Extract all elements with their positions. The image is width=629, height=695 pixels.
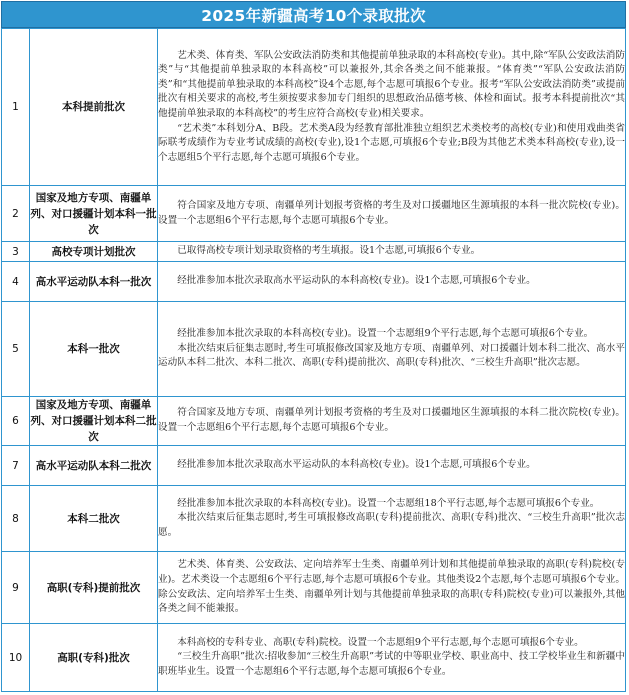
- table-row: [2, 552, 626, 624]
- batch-name: 高职(专科)批次: [30, 624, 158, 692]
- batch-number: 8: [2, 486, 30, 552]
- batches-table: [1, 28, 626, 692]
- description-paragraph: “艺术类”本科划分A、B段。艺术类A段为经教育部批准独立组织艺术类校考的高校(专业)和使用戏曲类省际联考成绩作为专业考试成绩的高校(专业),设1个志愿,可填报6个专业;B段为其他艺术类本科高校(专业),设一个志愿组5个平行志愿,每个志愿可填报6个专业。: [158, 122, 625, 163]
- description-paragraph: 符合国家及地方专项、南疆单列计划报考资格的考生及对口援疆地区生源填报的本科一批次院校(专业)。设置一个志愿组6个平行志愿,每个志愿可填报6个专业。: [158, 199, 625, 226]
- description-paragraph: 艺术类、体育类、军队公安政法消防类和其他提前单独录取的本科高校(专业)。其中,除“军队公安政法消防类”与“其他提前单独录取的本科高校”可以兼报外,其余各类之间不能兼报。“体育类”“军队公安政法消防类”和“其他提前单独录取的本科高校”设4个志愿,每个志愿可填报6个专业。报考“军队公安政法消防类”或提前批次有相关要求的高校,考生须按要求参加专门组织的思想政治品德考核、体检和面试。报考本科提前批次“其他提前单独录取的本科高校”的考生应符合高校(专业)相关要求。: [158, 49, 625, 119]
- batch-description: [158, 624, 626, 692]
- table-row: [2, 242, 626, 262]
- batch-description: [158, 302, 626, 397]
- batch-number: 1: [2, 29, 30, 186]
- batch-name: 本科提前批次: [30, 29, 158, 186]
- batch-name: 高校专项计划批次: [30, 242, 158, 262]
- batch-name: 国家及地方专项、南疆单列、对口援疆计划本科二批次: [30, 397, 158, 446]
- batch-number: 4: [2, 262, 30, 302]
- batch-description: [158, 242, 626, 262]
- description-paragraph: 本批次结束后征集志愿时,考生可填报修改高职(专科)提前批次、高职(专科)批次、“三校生升高职”批次志愿。: [158, 512, 625, 538]
- description-paragraph: 本科高校的专科专业、高职(专科)院校。设置一个志愿组9个平行志愿,每个志愿可填报6个专业。: [177, 636, 584, 648]
- table-row: [2, 397, 626, 446]
- batch-name: 高水平运动队本科一批次: [30, 262, 158, 302]
- batches-table-body: [2, 29, 626, 692]
- description-paragraph: 已取得高校专项计划录取资格的考生填报。设1个志愿,可填报6个专业。: [177, 245, 481, 257]
- batch-description: [158, 446, 626, 486]
- table-row: [2, 29, 626, 186]
- table-row: [2, 486, 626, 552]
- batch-name: 高职(专科)提前批次: [30, 552, 158, 624]
- table-row: [2, 302, 626, 397]
- batch-description: [158, 552, 626, 624]
- description-paragraph: 经批准参加本批次录取高水平运动队的本科高校(专业)。设1个志愿,可填报6个专业。: [177, 459, 536, 471]
- batch-number: 6: [2, 397, 30, 446]
- description-paragraph: 本批次结束后征集志愿时,考生可填报修改国家及地方专项、南疆单列、对口援疆计划本科二批次、高水平运动队本科二批次、本科二批次、高职(专科)提前批次、高职(专科)批次、“三校生升高职”批次志愿。: [158, 342, 625, 369]
- batch-number: 3: [2, 242, 30, 262]
- table-row: [2, 624, 626, 692]
- batch-description: [158, 186, 626, 242]
- description-paragraph: 经批准参加本批次录取的本科高校(专业)。设置一个志愿组9个平行志愿,每个志愿可填报6个专业。: [177, 328, 594, 340]
- batch-description: [158, 262, 626, 302]
- table-row: [2, 446, 626, 486]
- description-paragraph: 符合国家及地方专项、南疆单列计划报考资格的考生及对口援疆地区生源填报的本科二批次院校(专业)。设置一个志愿组6个平行志愿,每个志愿可填报6个专业。: [158, 407, 625, 433]
- description-paragraph: 艺术类、体育类、公安政法、定向培养军士生类、南疆单列计划和其他提前单独录取的高职(专科)院校(专业)。艺术类设一个志愿组6个平行志愿,每个志愿可填报6个专业。其他类设2个志愿,每个志愿可填报6个专业。除公安政法、定向培养军士生类、南疆单列计划与其他提前单独录取的高职(专科)院校(专业)可以兼报外,其他各类之间不能兼报。: [158, 559, 625, 615]
- description-paragraph: 经批准参加本批次录取高水平运动队的本科高校(专业)。设1个志愿,可填报6个专业。: [177, 275, 536, 287]
- batch-description: [158, 397, 626, 446]
- batch-number: 7: [2, 446, 30, 486]
- batch-name: 本科一批次: [30, 302, 158, 397]
- batch-number: 9: [2, 552, 30, 624]
- page-title: 2025年新疆高考10个录取批次: [1, 1, 626, 28]
- description-paragraph: 经批准参加本批次录取的本科高校(专业)。设置一个志愿组18个平行志愿,每个志愿可填报6个专业。: [177, 497, 600, 509]
- batch-name: 国家及地方专项、南疆单列、对口援疆计划本科一批次: [30, 186, 158, 242]
- table-row: [2, 186, 626, 242]
- batch-number: 10: [2, 624, 30, 692]
- batch-number: 5: [2, 302, 30, 397]
- description-paragraph: “三校生升高职”批次:招收参加“三校生升高职”考试的中等职业学校、职业高中、技工学校毕业生和新疆中职班毕业生。设置一个志愿组6个平行志愿,每个志愿可填报6个专业。: [158, 651, 625, 677]
- batch-number: 2: [2, 186, 30, 242]
- batch-description: [158, 29, 626, 186]
- batch-description: [158, 486, 626, 552]
- batch-name: 本科二批次: [30, 486, 158, 552]
- table-row: [2, 262, 626, 302]
- batch-name: 高水平运动队本科二批次: [30, 446, 158, 486]
